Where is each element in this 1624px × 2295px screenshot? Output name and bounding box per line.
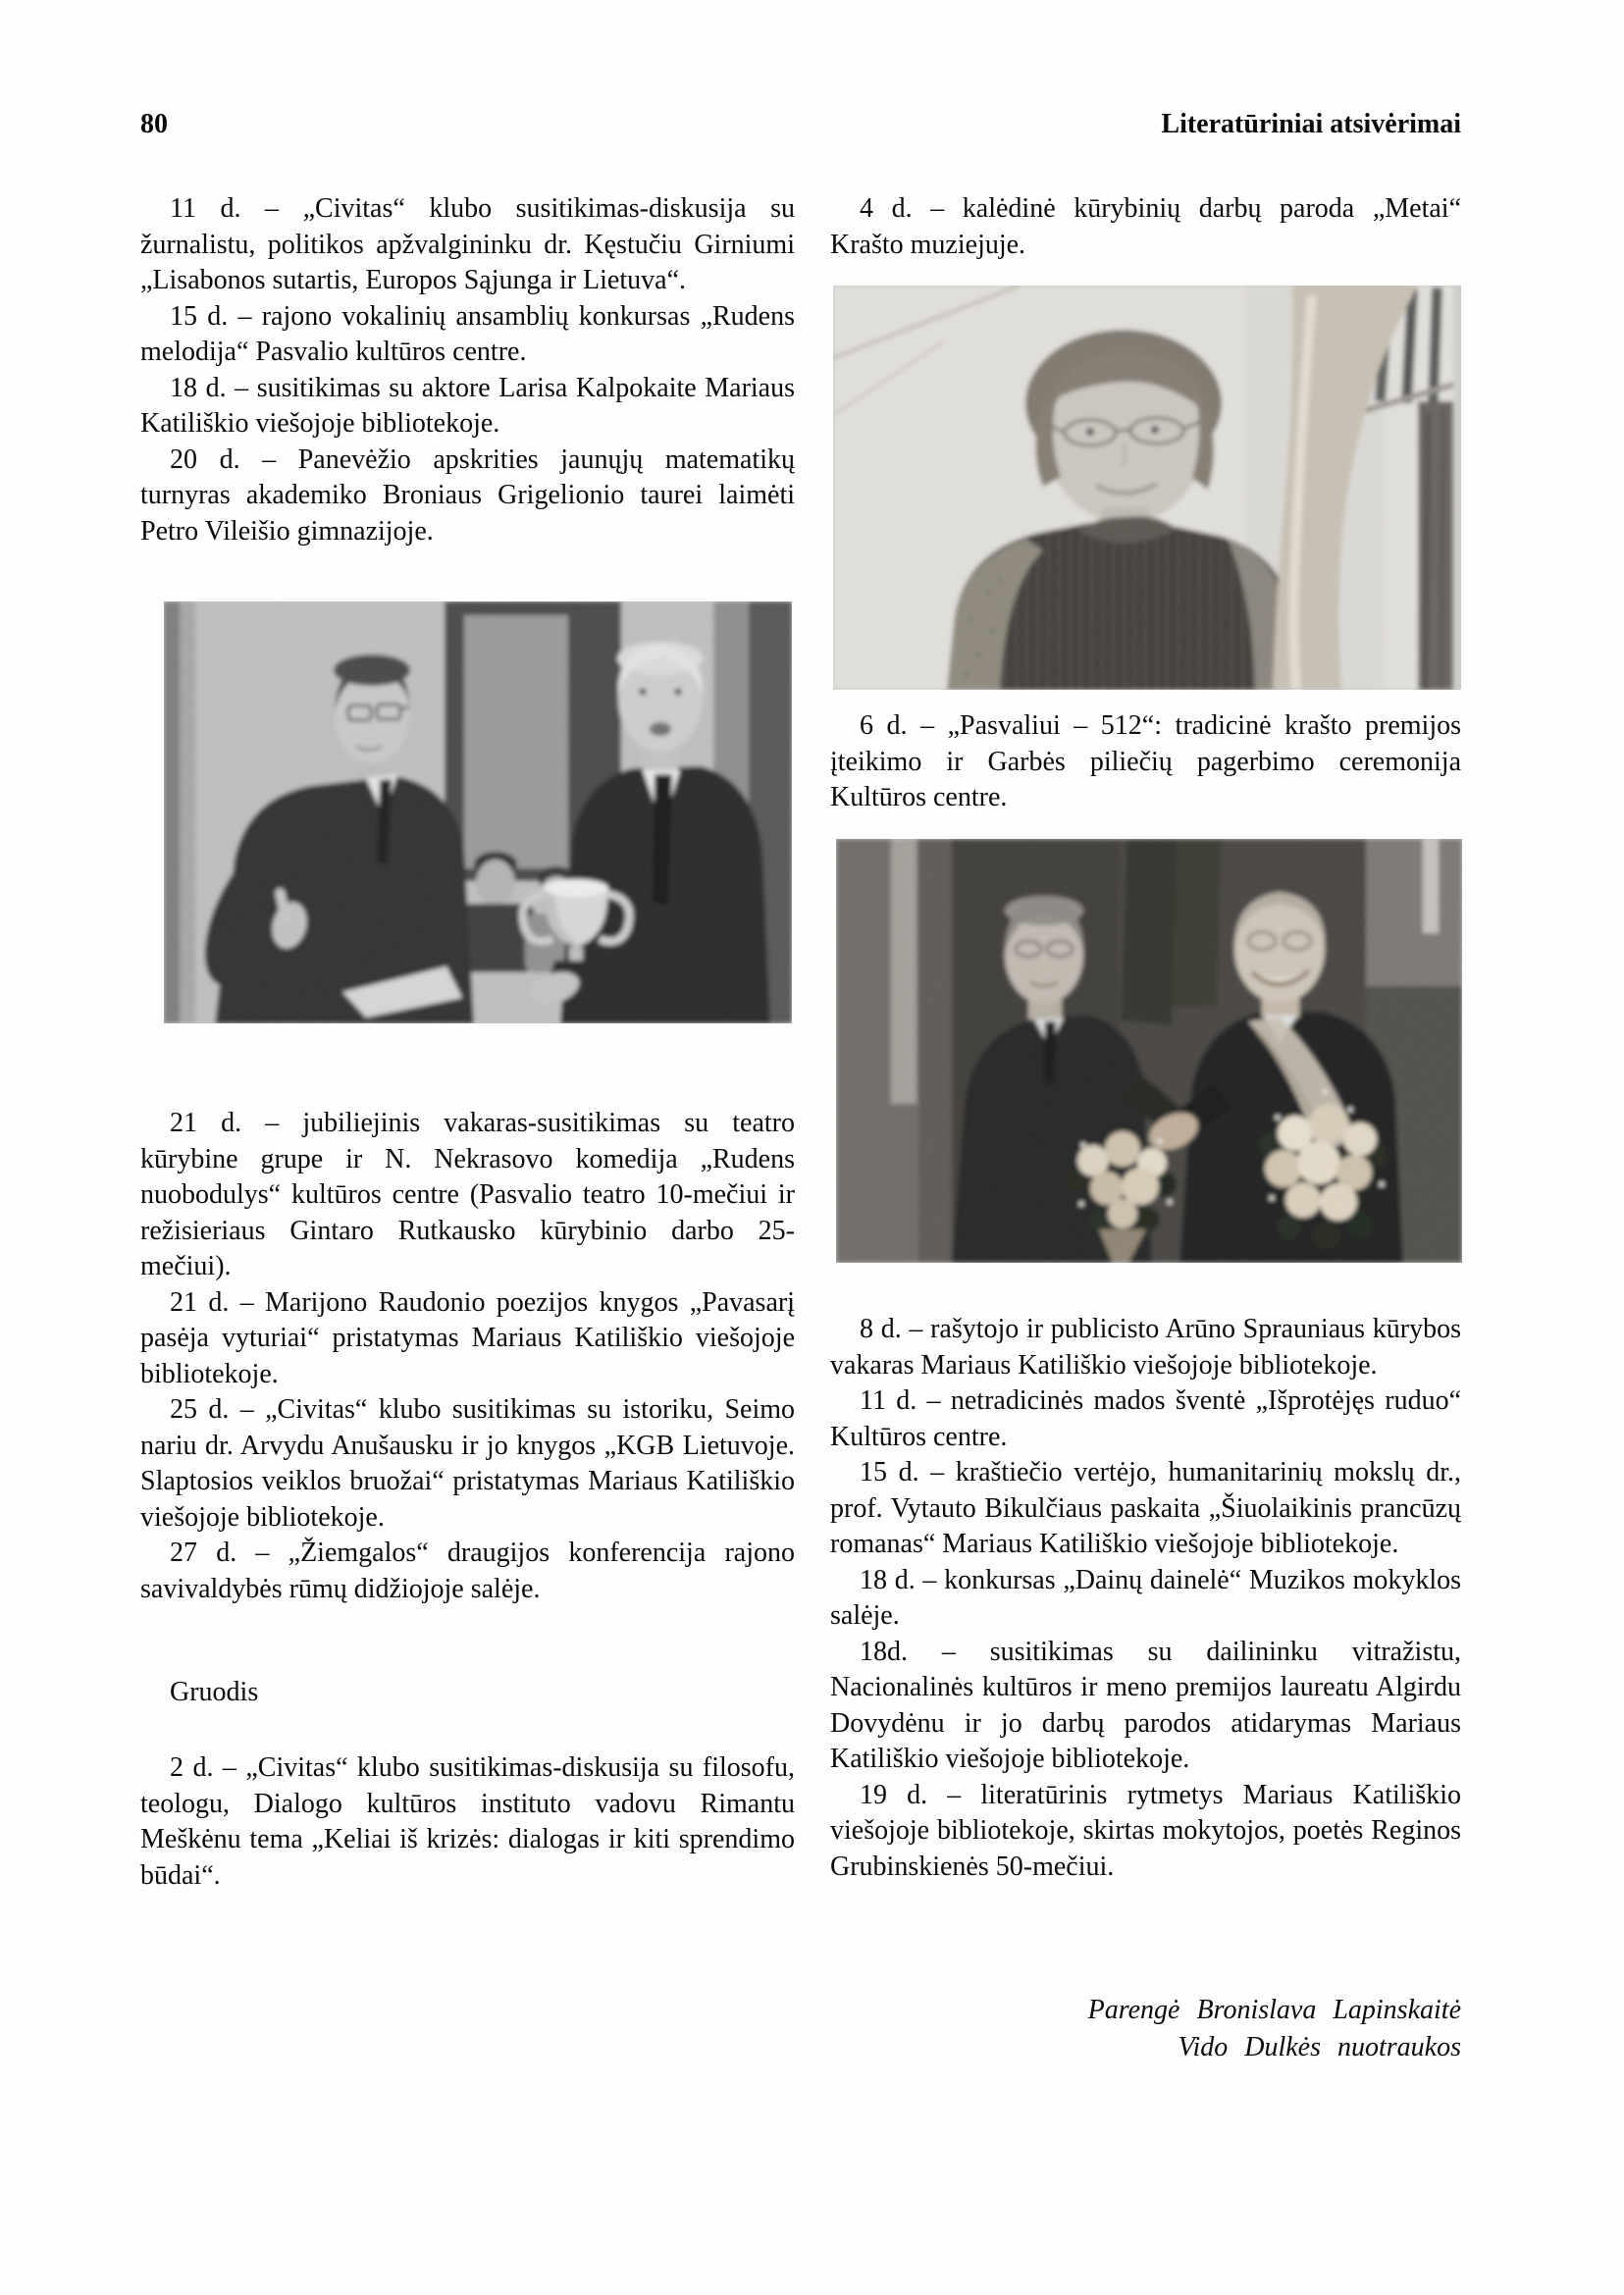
byline: Parengė Bronislava Lapinskaitė <box>1087 1995 1461 2025</box>
left-column-bottom-text <box>140 1750 795 1894</box>
event-paragraph: 2 d. – „Civitas“ klubo susitikimas-diskusija su filosofu, teologu, Dialogo kultūros instituto vadovu Rimantu Meškėnu tema „Keliai iš krizės: dialogas ir kiti sprendimo būdai“. <box>140 1752 795 1891</box>
event-paragraph: 18 d. – konkursas „Dainų dainelė“ Muzikos mokyklos salėje. <box>830 1564 1461 1631</box>
event-paragraph: 11 d. – netradicinės mados šventė „Išprotėjęs ruduo“ Kultūros centre. <box>830 1385 1461 1452</box>
photo-woman-illustration <box>833 286 1461 690</box>
photo-grain-overlay <box>833 286 1461 690</box>
event-paragraph: 6 d. – „Pasvaliui – 512“: tradicinė krašto premijos įteikimo ir Garbės piliečių pagerbimo ceremonija Kultūros centre. <box>830 710 1461 812</box>
event-paragraph: 25 d. – „Civitas“ klubo susitikimas su istoriku, Seimo nariu dr. Arvydu Anušausku ir jo knygos „KGB Lietuvoje. Slaptosios veiklos bruožai“ pristatymas Mariaus Katiliškio viešojoje bibliotekoje. <box>140 1394 795 1533</box>
event-paragraph: 11 d. – „Civitas“ klubo susitikimas-diskusija su žurnalistu, politikos apžvalgininku dr. Kęstučiu Girniumi „Lisabonos sutartis, Europos Sąjunga ir Lietuva“. <box>140 193 795 295</box>
event-paragraph: 18d. – susitikimas su dailininku vitražistu, Nacionalinės kultūros ir meno premijos laureatu Algirdu Dovydėnu ir jo darbų parodos atidarymas Mariaus Katiliškio viešojoje bibliotekoje. <box>830 1636 1461 1774</box>
event-paragraph: 20 d. – Panevėžio apskrities jaunųjų matematikų turnyras akademiko Broniaus Grigelionio taurei laimėti Petro Vileišio gimnazijoje. <box>140 443 795 547</box>
event-paragraph: 15 d. – rajono vokalinių ansamblių konkursas „Rudens melodija“ Pasvalio kultūros centre. <box>140 300 795 367</box>
photo-grain-overlay <box>836 839 1462 1263</box>
left-column-middle-text <box>140 1106 795 1607</box>
event-paragraph: 21 d. – Marijono Raudonio poezijos knygos „Pavasarį pasėja vyturiai“ pristatymas Mariaus Katiliškio viešojoje bibliotekoje. <box>140 1286 795 1389</box>
event-paragraph: 21 d. – jubiliejinis vakaras-susitikimas su teatro kūrybine grupe ir N. Nekrasovo komedija „Rudens nuobodulys“ kultūros centre (Pasvalio teatro 10-mečiui ir režisieriaus Gintaro Rutkausko kūrybinio darbo 25-mečiui). <box>140 1108 795 1281</box>
running-head-row <box>140 108 1461 141</box>
event-paragraph: 4 d. – kalėdinė kūrybinių darbų paroda „Metai“ Krašto muziejuje. <box>830 193 1461 260</box>
photo-trophy-illustration <box>164 601 792 1023</box>
signature-block <box>830 1992 1461 2066</box>
photo-trophy-presentation <box>164 601 792 1023</box>
event-paragraph: 19 d. – literatūrinis rytmetys Mariaus Katiliškio viešojoje bibliotekoje, skirtas mokytojos, poetės Reginos Grubinskienės 50-mečiui. <box>830 1779 1461 1882</box>
event-paragraph: 18 d. – susitikimas su aktore Larisa Kalpokaite Mariaus Katiliškio viešojoje bibliotekoje. <box>140 372 795 439</box>
event-paragraph: 27 d. – „Žiemgalos“ draugijos konferencija rajono savivaldybės rūmų didžiojoje salėje. <box>140 1538 795 1604</box>
event-paragraph: 8 d. – rašytojo ir publicisto Arūno Sprauniaus kūrybos vakaras Mariaus Katiliškio viešojoje bibliotekoje. <box>830 1314 1461 1381</box>
left-column-top-text <box>140 191 795 549</box>
section-heading-gruodis: Gruodis <box>170 1677 259 1707</box>
photo-grain-overlay <box>164 601 792 1023</box>
page-number: 80 <box>140 109 168 139</box>
photo-woman-exhibition <box>833 286 1461 690</box>
photo-credit-line: Vido Dulkės nuotraukos <box>1178 2032 1461 2062</box>
photo-handshake-illustration <box>836 839 1462 1263</box>
photo-flowers-handshake <box>836 839 1462 1263</box>
right-column-bottom-text <box>830 1312 1461 1885</box>
event-paragraph: 15 d. – kraštiečio vertėjo, humanitarinių mokslų dr., prof. Vytauto Bikulčiaus paskaita „Šiuolaikinis prancūzų romanas“ Mariaus Katiliškio viešojoje bibliotekoje. <box>830 1457 1461 1559</box>
section-heading-block <box>140 1675 795 1711</box>
right-column-top-text <box>830 191 1461 263</box>
running-head-title: Literatūriniai atsivėrimai <box>1161 109 1461 139</box>
right-column-middle-text <box>830 708 1461 816</box>
